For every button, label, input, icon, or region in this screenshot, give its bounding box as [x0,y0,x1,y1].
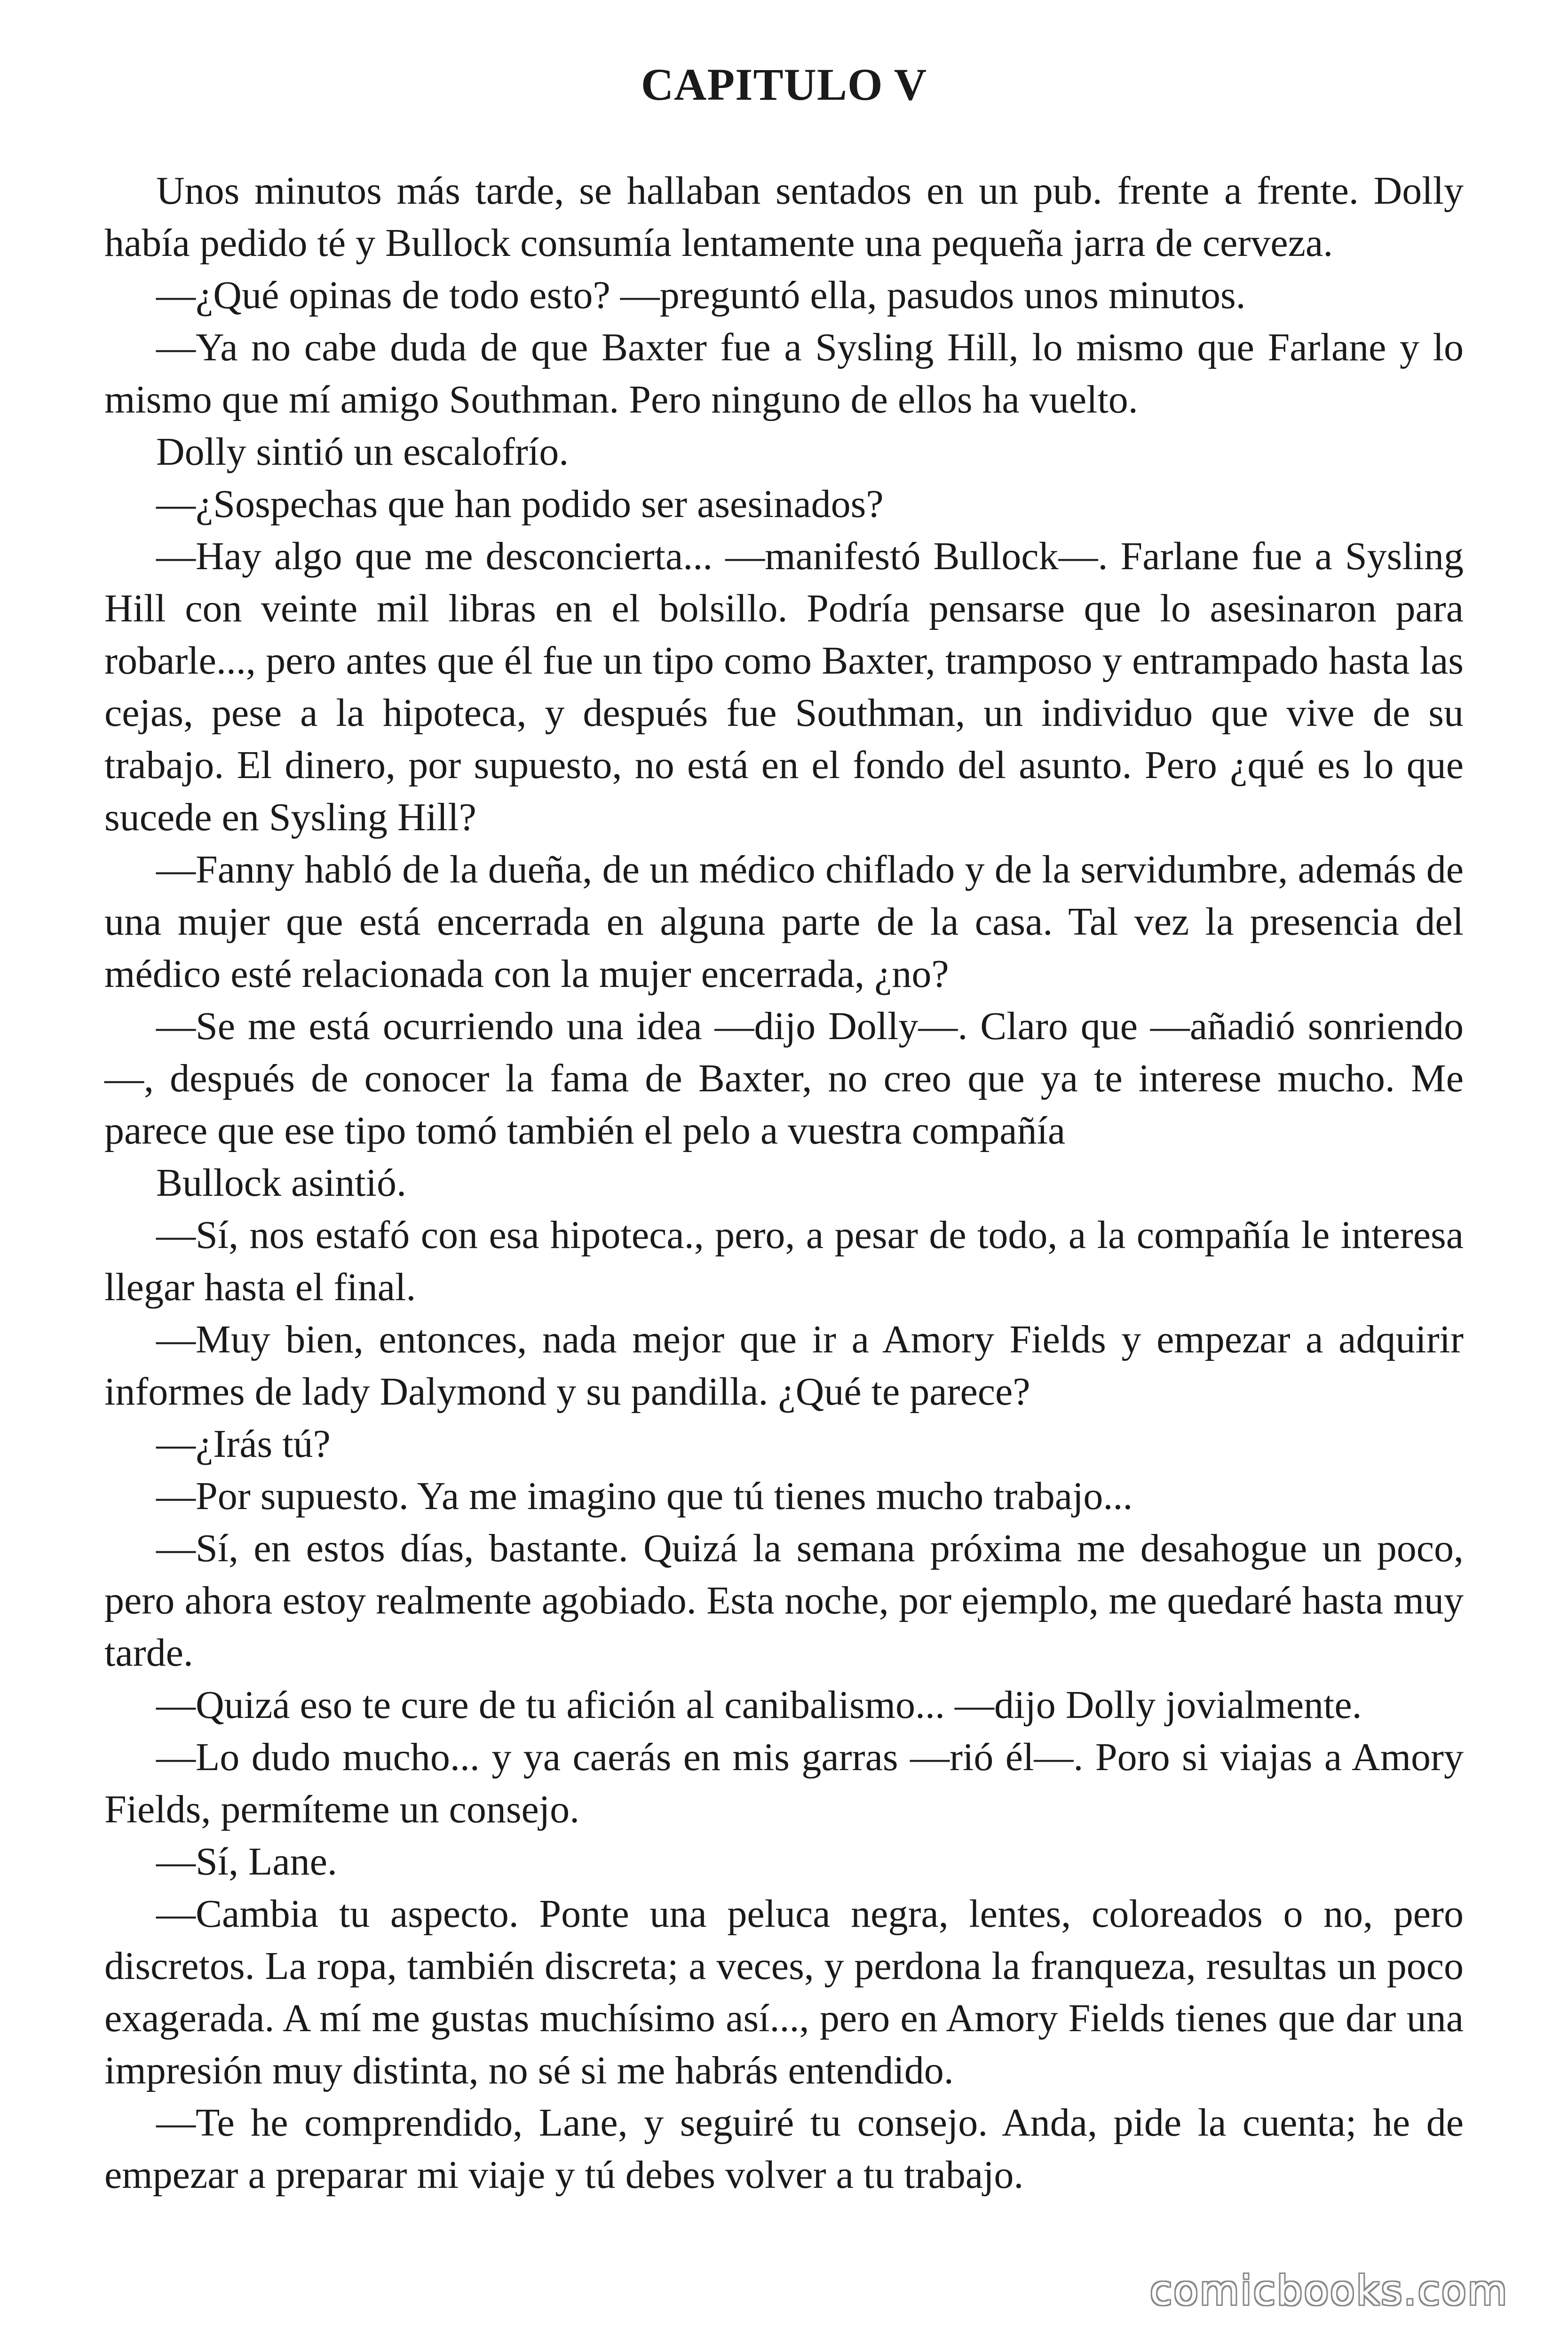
paragraph: Dolly sintió un escalofrío. [156,430,569,474]
paragraph: —¿Sospechas que han podido ser asesinados? [156,482,884,526]
paragraph: —Sí, Lane. [156,1840,337,1883]
chapter-title: CAPITULO V [641,59,927,110]
paragraph: —Quizá eso te cure de tu afición al canibalismo... —dijo Dolly jovialmente. [156,1683,1362,1727]
paragraph: —Te he comprendido, Lane, y seguiré tu consejo. Anda, pide la cuenta; he de empezar a preparar mi viaje y tú debes volver a tu trabajo. [104,2101,1464,2197]
paragraph: —¿Irás tú? [156,1422,331,1466]
paragraph: —Hay algo que me desconcierta... —manifestó Bullock—. Farlane fue a Sysling Hill con veinte mil libras en el bolsillo. Podría pensarse que lo asesinaron para robarle..., pero antes que él fue un tipo como Baxter, tramposo y entrampado hasta las cejas, pese a la hipoteca, y después fue Southman, un individuo que vive de su trabajo. El dinero, por supuesto, no está en el fondo del asunto. Pero ¿qué es lo que sucede en Sysling Hill? [104,534,1464,839]
book-page [104,56,1464,2201]
paragraph: —Sí, en estos días, bastante. Quizá la semana próxima me desahogue un poco, pero ahora estoy realmente agobiado. Esta noche, por ejemplo, me quedaré hasta muy tarde. [104,1526,1464,1675]
paragraph: —Cambia tu aspecto. Ponte una peluca negra, lentes, coloreados o no, pero discretos. La ropa, también discreta; a veces, y perdona la franqueza, resultas un poco exagerada. A mí me gustas muchísimo así..., pero en Amory Fields tienes que dar una impresión muy distinta, no sé si me habrás entendido. [104,1892,1464,2092]
paragraph: —¿Qué opinas de todo esto? —preguntó ella, pasudos unos minutos. [156,273,1246,317]
paragraph: —Ya no cabe duda de que Baxter fue a Sysling Hill, lo mismo que Farlane y lo mismo que mí amigo Southman. Pero ninguno de ellos ha vuelto. [104,326,1464,421]
paragraph: —Por supuesto. Ya me imagino que tú tienes mucho trabajo... [156,1474,1133,1518]
paragraph: —Lo dudo mucho... y ya caerás en mis garras —rió él—. Poro si viajas a Amory Fields, permíteme un consejo. [104,1735,1464,1831]
watermark: comicbooks.com [1150,2267,1509,2314]
paragraph: —Muy bien, entonces, nada mejor que ir a Amory Fields y empezar a adquirir informes de lady Dalymond y su pandilla. ¿Qué te parece? [104,1318,1464,1414]
paragraph: —Fanny habló de la dueña, de un médico chiflado y de la servidumbre, además de una mujer que está encerrada en alguna parte de la casa. Tal vez la presencia del médico esté relacionada con la mujer encerrada, ¿no? [104,848,1464,996]
paragraph: —Sí, nos estafó con esa hipoteca., pero, a pesar de todo, a la compañía le interesa llegar hasta el final. [104,1213,1464,1309]
chapter-body [104,165,1464,2201]
paragraph: Unos minutos más tarde, se hallaban sentados en un pub. frente a frente. Dolly había pedido té y Bullock consumía lentamente una pequeña jarra de cerveza. [104,169,1464,265]
paragraph: —Se me está ocurriendo una idea —dijo Dolly—. Claro que —añadió sonriendo—, después de conocer la fama de Baxter, no creo que ya te interese mucho. Me parece que ese tipo tomó también el pelo a vuestra compañía [104,1004,1464,1152]
paragraph: Bullock asintió. [156,1161,406,1205]
